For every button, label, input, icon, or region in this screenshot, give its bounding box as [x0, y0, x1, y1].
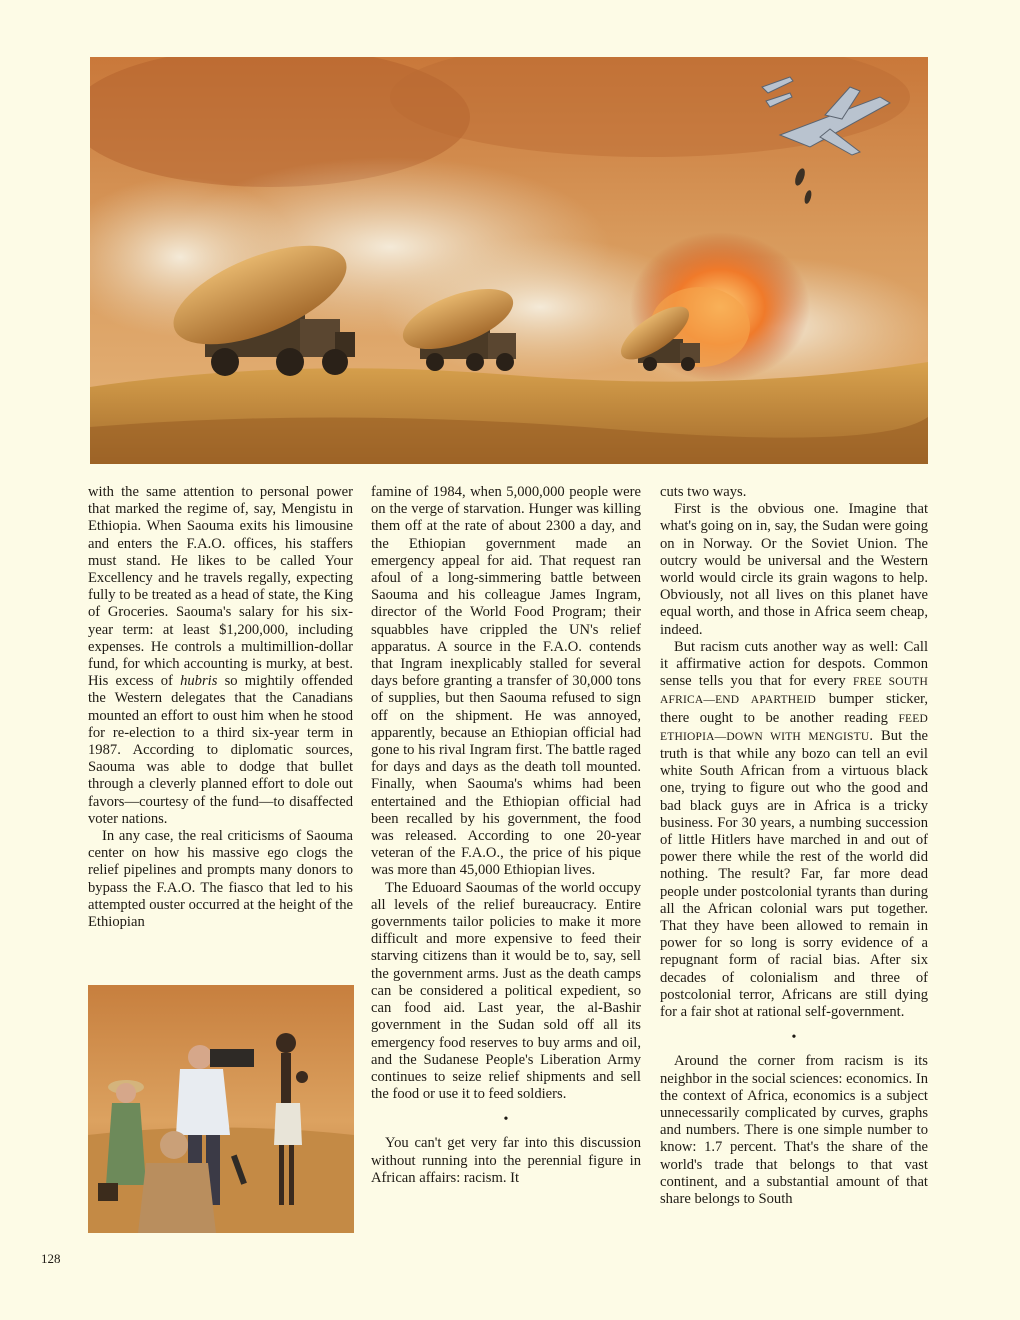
paragraph: You can't get very far into this discussion without running into the perennial figure in African affairs: racism. It	[371, 1135, 641, 1186]
bumper-sticker-text: FREE SOUTH AFRICA—END APARTHEID	[660, 676, 928, 707]
top-illustration	[90, 57, 928, 464]
paragraph	[88, 484, 353, 828]
bumper-sticker-text: FEED ETHIOPIA—DOWN WITH MENGISTU	[660, 712, 928, 743]
text: so mightily offended the Western delegates that the Canadians mounted an effort to oust him when he stood for re-election to a third six-year term in 1987. According to diplomatic sources, Saouma was able to dodge that bullet through a cleverly planned effort to dole out favors—courtesy of the fund—to disaffected voter nations.	[88, 673, 353, 827]
text: . But the truth is that while any bozo can tell an evil white South African from a virtuous black one, trying to figure out who the good and bad black guys are in Africa is a tricky business. For 30 years, a numbing succession of little Hitlers have marched in and out of power there while the rest of the world did nothing. The result? Far, far more dead people under postcolonial tyrants than during all the African colonial wars put together. That they have been allowed to remain in power for so long is sorry evidence of a repugnant form of racial bias. After six decades of colonialism and three of postcolonial terror, Africans are still dying for a fair shot at rational self-government.	[660, 727, 928, 1021]
paragraph: The Eduoard Saoumas of the world occupy all levels of the relief bureaucracy. Entire governments tailor policies to make it more difficult and more expensive to feed their starving citizens than it would be to, say, sell the government arms. Just as the death camps can be considered a political expedient, so can food aid. Last year, the al-Bashir government in the Sudan sold off all its emergency food reserves to buy arms and oil, and the Sudanese People's Liberation Army continues to seize relief shipments and sell the food or use it to feed soldiers.	[371, 879, 641, 1103]
column-3	[660, 484, 928, 1208]
paragraph: cuts two ways.	[660, 484, 747, 500]
paragraph: Around the corner from racism is its neighbor in the social sciences: economics. In the context of Africa, economics is a subject unnecessarily complicated by curves, graphs and numbers. There is one simple number to know: 1.7 percent. That's the share of the world's trade that belongs to that vast continent, and a substantial amount of that share belongs to South	[660, 1053, 928, 1207]
section-separator: •	[791, 1030, 797, 1046]
text: But racism cuts another way as well: Call it affirmative action for despots. Common sense tells you that for every	[660, 638, 928, 690]
column-1	[88, 484, 353, 931]
column-2	[371, 484, 641, 1187]
page-number: 128	[41, 1251, 61, 1266]
inset-illustration	[88, 985, 354, 1233]
paragraph: famine of 1984, when 5,000,000 people were on the verge of starvation. Hunger was killing them off at the rate of about 2300 a day, and the Ethiopian government made an emergency appeal for aid. That request ran afoul of a long-simmering battle between Saouma and his colleague James Ingram, director of the World Food Program; their squabbles have crippled the UN's relief apparatus. A source in the F.A.O. contends that Ingram inexplicably stalled for several days before granting a transfer of 30,000 tons of supplies, but then Saouma refused to sign off on the shipment. He was annoyed, apparently, because an Ethiopian official had gone to his rival Ingram first. The battle raged for days and days as the death toll mounted. Finally, when Saouma's whims had been entertained and the Ethiopian official had been recalled by his government, the food was released. According to one 20-year veteran of the F.A.O., the price of his pique was more than 45,000 Ethiopian lives.	[371, 484, 641, 879]
section-separator: •	[503, 1112, 509, 1128]
paragraph: First is the obvious one. Imagine that what's going on in, say, the Sudan were going on in Norway. Or the Soviet Union. The outcry would be universal and the Western world would circle its grain wagons to help. Obviously, not all lives on this planet have equal worth, and those in Africa seem cheap, indeed.	[660, 501, 928, 638]
italic-text: hubris	[180, 673, 218, 690]
paragraph: In any case, the real criticisms of Saouma center on how his massive ego clogs the relief pipelines and prompts many donors to bypass the F.A.O. The fiasco that led to his attempted ouster occurred at the height of the Ethiopian	[88, 828, 353, 931]
text: with the same attention to personal power that marked the regime of, say, Mengistu in Ethiopia. When Saouma exits his limousine and enters the F.A.O. offices, his staffers must stand. He likes to be called Your Excellency and he travels regally, expecting fully to be treated as a head of state, the King of Groceries. Saouma's salary for his six-year term: at least $1,200,000, including expenses. He controls a multimillion-dollar fund, for which accounting is murky, at best. His excess of	[88, 484, 353, 690]
paragraph	[660, 639, 928, 1021]
text: bumper sticker, there ought to be another reading	[660, 691, 928, 726]
